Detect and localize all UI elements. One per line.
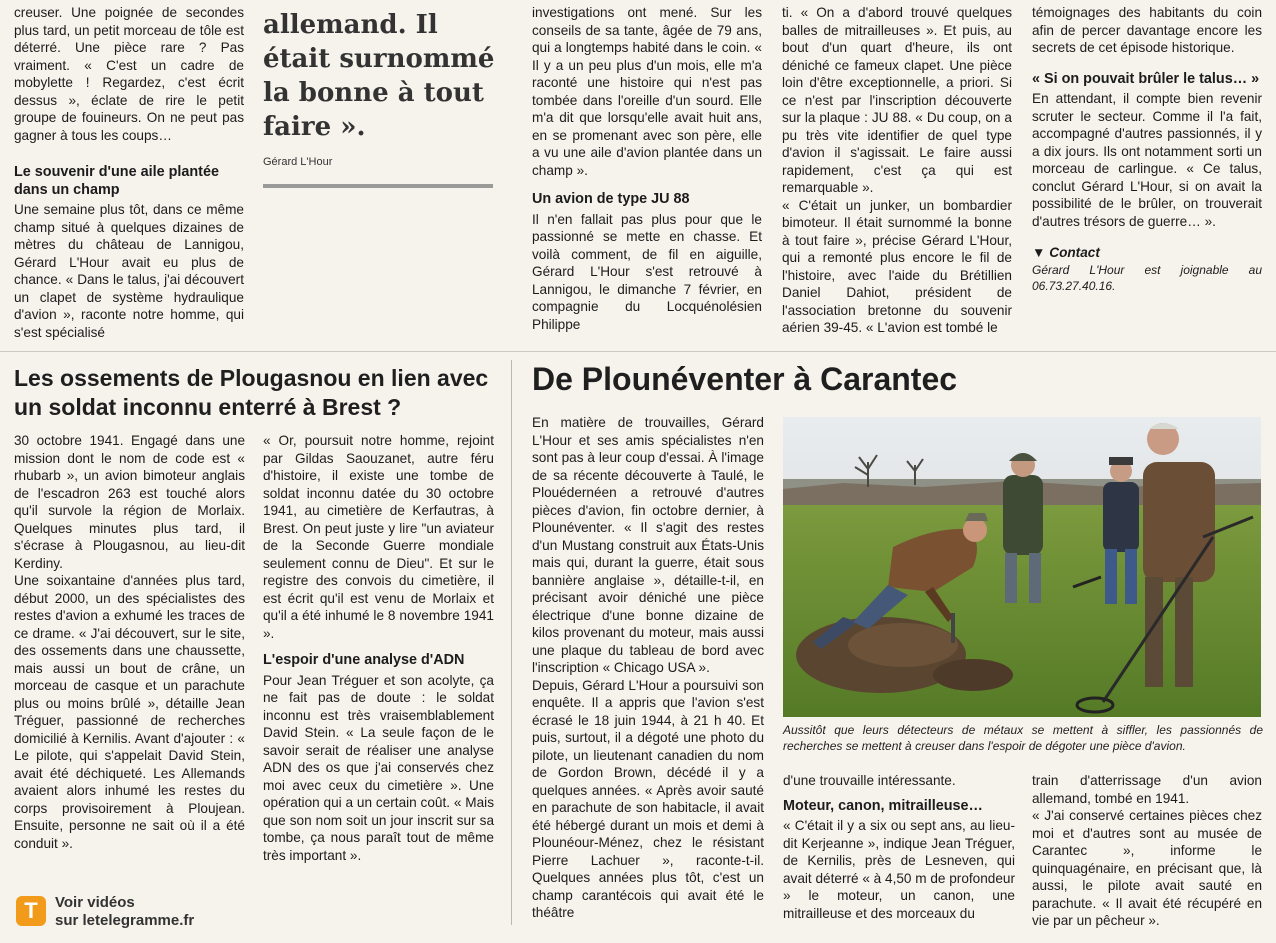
video-promo-line1: Voir vidéos <box>55 894 135 911</box>
pull-quote-author: Gérard L'Hour <box>263 156 333 168</box>
top-column-4 <box>782 4 1012 337</box>
left-article-col-1 <box>14 432 245 852</box>
left-article-col-2 <box>263 432 494 864</box>
right-col2-p1: « C'était il y a six ou sept ans, au lieu-dit Kerjeanne », indique Jean Tréguer, de Kernilis, près de Lesneven, qui avait déterré « à 4,50 m de profondeur » le moteur, un canon, une mitrailleuse et des morceaux du <box>783 818 1015 921</box>
right-col1-p2: Depuis, Gérard L'Hour a poursuivi son enquête. Il a appris que l'avion s'est écrasé le 18 juin 1944, à 21 h 40. Et puis, surtout, il a dégoté une photo du pilote, un lieutenant canadien du nom de Gordon Brown, décédé il y a quelques années. « Après avoir sauté en parachute de son habitacle, il avait été hébergé durant un mois et demi à Plounéour-Ménez, chez le résistant Pierre Lachuer », raconte-t-il. Quelques années plus tôt, c'est un champ carantécois qui avait été le théâtre <box>532 677 764 920</box>
right-col3-p0: train d'atterrissage d'un avion allemand, tombé en 1941. <box>1032 773 1262 806</box>
pull-quote-rule <box>263 184 493 188</box>
left-col1-p1: 30 octobre 1941. Engagé dans une mission dont le nom de code est « rhubarb », un avion bimoteur anglais de l'escadron 263 est touché alors qu'il survole la région de Morlaix. Quelques minutes plus tard, il s'écrase à Plougasnou, au lieu-dit Kerdiny. <box>14 433 245 571</box>
video-promo-line2: sur letelegramme.fr <box>55 912 195 929</box>
right-col3-p1: « J'ai conservé certaines pièces chez moi et d'autres sont au musée de Carantec », informe le quinquagénaire, en précisant que, là aussi, le pilote avait sauté en parachute. « Il avait été récupéré en vie par un pêcheur ». <box>1032 808 1262 928</box>
video-promo-link[interactable] <box>55 894 194 930</box>
top-col3-intro: investigations ont mené. Sur les conseils de sa tante, âgée de 79 ans, qui a longtemps habité dans le coin. « Il y a un peu plus d'un mois, elle m'a raconté une histoire qui n'est pas tombée dans l'oreille d'un sourd. Elle m'a dit que lorsqu'elle avait huit ans, en se promenant avec son père, elle a vu une aile d'avion plantée dans un champ ». <box>532 5 762 178</box>
contact-label: ▼ Contact <box>1032 245 1100 260</box>
top-col5-subhead: « Si on pouvait brûler le talus… » <box>1032 70 1260 87</box>
right-article-col-3 <box>1032 772 1262 930</box>
right-col1-p1: En matière de trouvailles, Gérard L'Hour et ses amis spécialistes n'en sont pas à leur coup d'essai. À l'image de sa récente découverte à Taulé, le Plouédernéen a retrouvé d'autres pièces d'avion, fin octobre dernier, à Plounéventer. « Il s'agit des restes d'un Mustang construit aux États-Unis mais qui, durant la guerre, était sous bannière anglaise », détaille-t-il, en précisant avoir déniché une pièce électrique d'une bonne dizaine de kilos provenant du moteur, mais aussi une plaque du tableau de bord avec l'inscription « Chicago USA ». <box>532 415 764 675</box>
right-article-headline: De Plounéventer à Carantec <box>532 361 958 397</box>
top-col1-body: Une semaine plus tôt, dans ce même champ situé à quelques dizaines de mètres du château de Lannigou, Gérard L'Hour avait eu plus de chance. « Dans le talus, j'ai découvert un clapet de système hydraulique d'avion », raconte notre homme, qui s'est spécialisé <box>14 202 244 340</box>
field-photo-illustration <box>783 417 1261 717</box>
article-photo <box>783 417 1261 717</box>
column-divider <box>511 360 512 925</box>
triangle-down-icon: ▼ <box>1032 245 1046 260</box>
left-article-headline: Les ossements de Plougasnou en lien avec un soldat inconnu enterré à Brest ? <box>14 365 489 420</box>
top-col5-body: En attendant, il compte bien revenir scruter le secteur. Comme il l'a fait, accompagné d'autres passionnés, il y a dix jours. Ils ont notamment sorti un morceau de carlingue. « Ce talus, conclut Gérard L'Hour, si on avait la possibilité de le brûler, on trouverait d'autres trésors de guerre… ». <box>1032 91 1262 229</box>
top-col4-p1: ti. « On a d'abord trouvé quelques balles de mitrailleuses ». Et puis, au bout d'un quart d'heure, ils ont déniché ce fameux clapet. Une pièce loin d'être exceptionnelle, a priori. Si ce n'est par l'inscription découverte sur la plaque : JU 88. « Du coup, on a pu très vite identifier de quel type d'avion il s'agissait. Le faire aussi rapidement, c'est ça qui est remarquable ». <box>782 5 1012 195</box>
right-col2-subhead: Moteur, canon, mitrailleuse… <box>783 797 983 814</box>
top-column-5 <box>1032 4 1262 294</box>
telegramme-logo-icon[interactable]: T <box>16 896 46 926</box>
left-col2-subhead: L'espoir d'une analyse d'ADN <box>263 652 465 668</box>
top-col1-subhead: Le souvenir d'une aile plantée dans un champ <box>14 164 219 198</box>
right-article-col-2 <box>783 772 1015 922</box>
top-col5-intro: témoignages des habitants du coin afin de percer davantage encore les secrets de cet épisode historique. <box>1032 5 1262 55</box>
left-col1-p2: Une soixantaine d'années plus tard, début 2000, un des spécialistes des restes d'avion a exhumé les traces de ce drame. « J'ai découvert, sur le site, des ossements dans une chaussette, mais aussi un bout de crâne, un morceau de casque et un parachute plus ou moins brûlé », détaille Jean Tréguer, passionné de recherches domicilié à Kernilis. Avant d'ajouter : « Le pilote, qui s'appelait David Stein, avait été déchiqueté. Les Allemands avaient alors inhumé les restes du corps provisoirement à Ploujean. Ensuite, personne ne sait où il a été conduit ». <box>14 573 245 851</box>
contact-block <box>1032 244 1262 294</box>
top-column-1 <box>14 4 244 341</box>
top-col4-p2: « C'était un junker, un bombardier bimoteur. Il était surnommé la bonne à tout faire », précise Gérard L'Hour, qui a remonté plus encore le fil de l'histoire, avec l'aide du Brétillien Daniel Dahiot, président de l'association bretonne du souvenir aérien 39-45. « L'avion est tombé le <box>782 197 1012 335</box>
photo-caption: Aussitôt que leurs détecteurs de métaux se mettent à siffler, les passionnés de recherches se mettent à creuser dans l'espoir de dégoter une pièce d'avion. <box>783 723 1263 753</box>
top-col3-subhead: Un avion de type JU 88 <box>532 191 690 207</box>
top-col1-intro: creuser. Une poignée de secondes plus tard, un petit morceau de tôle est déterré. Une pièce rare ? Pas vraiment. « C'est un cadre de mobylette ! Regardez, c'est écrit dessus », éclate de rire le petit groupe de fouineurs. On ne peut pas gagner à tous les coups… <box>14 5 244 143</box>
right-article-col-1 <box>532 414 764 922</box>
section-divider <box>0 351 1276 352</box>
left-col2-p1: « Or, poursuit notre homme, rejoint par Gildas Saouzanet, autre féru d'histoire, il existe une tombe de soldat inconnu datée du 30 octobre 1941, au cimetière de Kerfautras, à Brest. On peut juste y lire "un aviateur de la Seconde Guerre mondiale seulement connu de Dieu". Et sur le registre des convois du cimetière, il est écrit qu'il est venu de Morlaix et qu'il a été inhumé le 8 novembre 1941 ». <box>263 433 494 641</box>
left-col2-p2: Pour Jean Tréguer et son acolyte, ça ne fait pas de doute : le soldat inconnu est très vraisemblablement David Stein. « La seule façon de le savoir serait de réaliser une analyse ADN des os que j'ai conservés chez moi avec ceux du cimetière ». Une opération qui a un certain coût. « Mais que son nom soit un jour inscrit sur sa tombe, ça nous paraît tout de même très important ». <box>263 672 494 863</box>
right-col2-p0: d'une trouvaille intéressante. <box>783 773 956 788</box>
top-col3-body: Il n'en fallait pas plus pour que le passionné se mette en chasse. Et voilà comment, de fil en aiguille, Gérard L'Hour s'est retrouvé à Lannigou, le dimanche 7 février, en compagnie du Locquénolésien Philippe <box>532 211 762 332</box>
contact-info: Gérard L'Hour est joignable au 06.73.27.40.16. <box>1032 262 1262 293</box>
top-column-3 <box>532 4 762 333</box>
pull-quote: allemand. Il était surnommé la bonne à tout faire ». <box>263 10 495 142</box>
